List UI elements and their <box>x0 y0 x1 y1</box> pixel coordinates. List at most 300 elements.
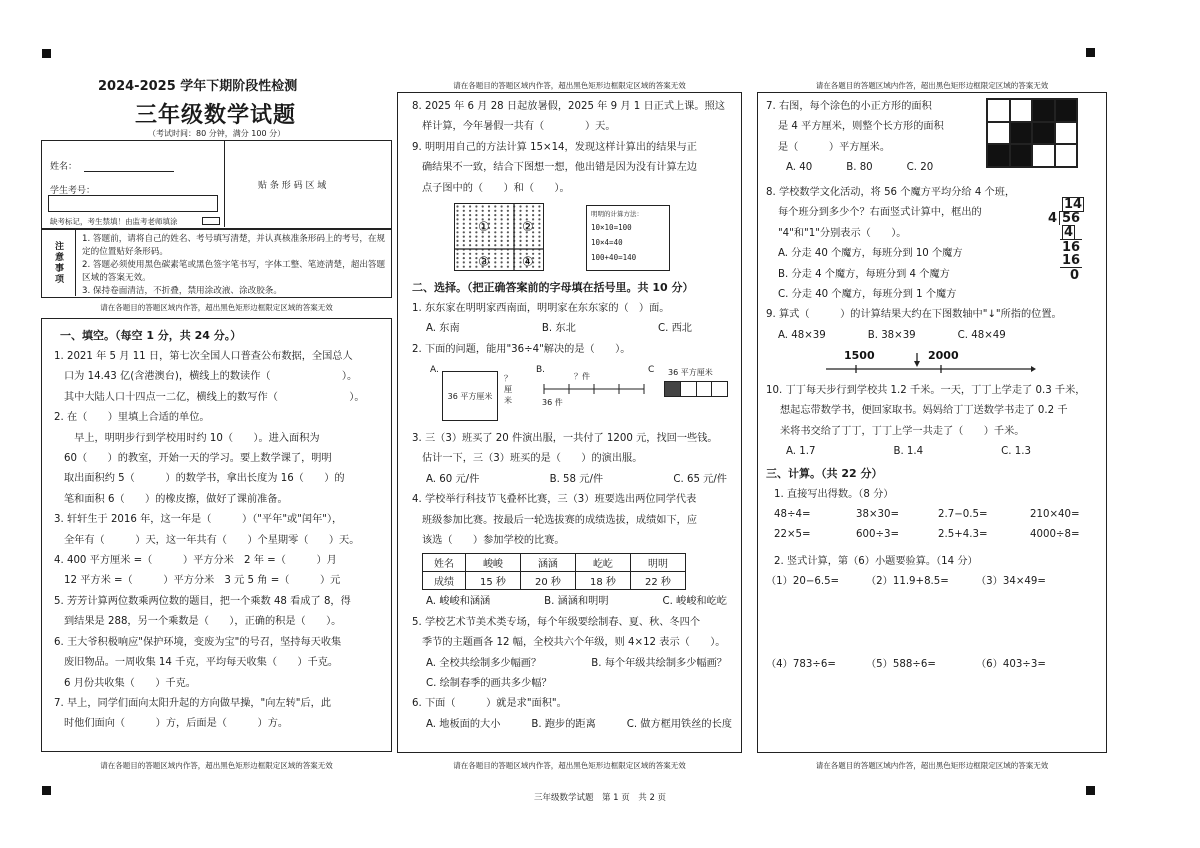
grid-dot <box>469 227 471 229</box>
dot-grid-figure <box>454 203 544 271</box>
grid-dot <box>456 205 458 207</box>
grid-dot <box>501 210 503 212</box>
grid-dot <box>469 261 471 263</box>
grid-dot <box>475 236 477 238</box>
grid-dot <box>519 236 521 238</box>
grid-dot <box>532 240 534 242</box>
score-table <box>422 553 686 590</box>
grid-dot <box>494 214 496 216</box>
question-line: 到结果是 288，另一个乘数是（ ），正确的积是（ ）。 <box>64 616 342 628</box>
area-square <box>442 371 498 421</box>
question-line: 取出面积约 5（ ）的数学书，拿出长度为 16（ ）的 <box>64 473 345 485</box>
corner-mark <box>42 49 51 58</box>
grid-dot <box>507 227 509 229</box>
question-line: "4"和"1"分别表示（ ）。 <box>778 227 907 239</box>
notes-label-text: 注意事项 <box>53 241 63 285</box>
question-line: 全年有（ ）天，这一年共有（ ）个星期零（ ）天。 <box>64 534 360 546</box>
partial-product-2: 16 <box>1062 253 1081 268</box>
grid-dot <box>538 261 540 263</box>
option-c[interactable]: C. 绘制春季的画共多少幅？ <box>426 678 552 690</box>
option-c[interactable]: C. 20 <box>906 162 934 174</box>
grid-dot <box>482 244 484 246</box>
axis-label-2000: 2000 <box>928 349 959 362</box>
answer-area-notice: 请在各题目的答题区域内作答，超出黑色矩形边框限定区域的答案无效 <box>815 81 1049 90</box>
grid-dot <box>463 266 465 268</box>
grid-dot <box>494 257 496 259</box>
grid-dot <box>519 244 521 246</box>
grid-dot <box>538 227 540 229</box>
question-line: 估计一下，三（3）班买的是（ ）的演出服。 <box>422 453 643 465</box>
option-b[interactable]: B. 80 <box>846 162 873 174</box>
grid-dot <box>488 205 490 207</box>
exam-title: 三年级数学试题 <box>135 103 297 128</box>
option-c-letter: C <box>648 365 655 375</box>
grid-dot <box>494 223 496 225</box>
barcode-area: 贴 条 形 码 区 域 <box>258 181 327 191</box>
column-3-box <box>757 92 1107 753</box>
grid-dot <box>488 210 490 212</box>
grid-dot <box>456 214 458 216</box>
grid-dot <box>463 253 465 255</box>
grid-dot <box>501 214 503 216</box>
question-line: 3. 三（3）班买了 20 件演出服，一共付了 1200 元，找回一些钱。 <box>412 433 718 444</box>
answer-area-notice: 请在各题目的答题区域内作答，超出黑色矩形边框限定区域的答案无效 <box>100 761 333 770</box>
option-c[interactable]: C. 峻峻和屹屹 <box>662 596 727 608</box>
grid-dot <box>501 236 503 238</box>
column-2-box <box>397 92 742 753</box>
grid-dot <box>507 261 509 263</box>
option-b[interactable]: B. 1.4 <box>893 446 924 458</box>
calc-item: 22×5= <box>774 529 811 541</box>
notes-label <box>42 230 76 296</box>
grid-dot <box>519 205 521 207</box>
number-line <box>816 347 1036 377</box>
area-label: 36 平方厘米 <box>447 391 493 401</box>
q2-option-a[interactable] <box>430 365 540 423</box>
grid-dot <box>456 261 458 263</box>
question-line: 8. 2025 年 6 月 28 日起放暑假，2025 年 9 月 1 日正式上课。照这 <box>412 101 725 112</box>
grid-dot <box>538 253 540 255</box>
grid-dot <box>526 205 528 207</box>
grid-dot <box>494 253 496 255</box>
option-b[interactable]: B. 38×39 <box>867 329 916 341</box>
q2-option-c[interactable] <box>648 365 738 415</box>
table-cell: 涵涵 <box>520 554 575 572</box>
region-label-4: ④ <box>522 255 534 270</box>
absent-label: 缺考标记，考生禁填！由监考老师填涂 <box>50 217 178 226</box>
grid-dot <box>538 218 540 220</box>
grid-dot <box>519 214 521 216</box>
question-line: 季节的主题画各 12 幅，全校共六个年级，则 4×12 表示（ ）。 <box>422 637 726 649</box>
grid-dot <box>507 240 509 242</box>
fill-in-section <box>41 318 392 752</box>
option-a[interactable]: A. 峻峻和涵涵 <box>426 596 491 608</box>
question-line: 60（ ）的教室，开始一天的学习。要上数学课了，明明 <box>64 453 332 465</box>
grid-dot <box>469 210 471 212</box>
question-line: 6. 下面（ ）就是求"面积"。 <box>412 698 567 710</box>
section-title-calc: 三、计算。（共 22 分） <box>766 466 883 480</box>
grid-dot <box>475 244 477 246</box>
student-info-box <box>41 140 392 229</box>
table-cell: 姓名 <box>423 554 466 572</box>
grid-dot <box>507 214 509 216</box>
question-line: 每个班分到多少个？右面竖式计算中，框出的 <box>778 207 982 219</box>
grid-dot <box>507 236 509 238</box>
question-line: 5. 学校艺术节美术类专场，每个年级要绘制春、夏、秋、冬四个 <box>412 616 701 628</box>
answer-area-notice: 请在各题目的答题区域内作答，超出黑色矩形边框限定区域的答案无效 <box>815 761 1049 770</box>
grid-dot <box>463 244 465 246</box>
calc-item: 4000÷8= <box>1030 529 1080 541</box>
grid-dot <box>469 205 471 207</box>
option-b[interactable]: B. 58 元/件 <box>549 473 604 485</box>
grid-dot <box>501 244 503 246</box>
grid-dot <box>494 240 496 242</box>
grid-dot <box>469 253 471 255</box>
exam-period: 2024-2025 学年下期阶段性检测 <box>98 79 298 94</box>
grid-dot <box>463 227 465 229</box>
grid-dot <box>488 244 490 246</box>
remainder-final: 0 <box>1070 268 1080 283</box>
quotient: 14 <box>1064 197 1083 212</box>
calc-item: 2.7−0.5= <box>938 509 988 521</box>
question-line: 是 4 平方厘米，则整个长方形的面积 <box>778 121 944 133</box>
question-line: 10. 丁丁每天步行到学校共 1.2 千米。一天，丁丁上学走了 0.3 千米， <box>766 385 1086 396</box>
answer-area-notice: 请在各题目的答题区域内作答，超出黑色矩形边框限定区域的答案无效 <box>100 303 333 312</box>
option-a[interactable]: A. 地板面的大小 <box>426 718 501 730</box>
grid-dot <box>526 244 528 246</box>
vertical-calc-item: （6）403÷3= <box>976 659 1046 670</box>
grid-dot <box>456 231 458 233</box>
grid-dot <box>501 205 503 207</box>
table-cell: 22 秒 <box>630 572 685 590</box>
student-id-label: 学生考号： <box>50 186 96 196</box>
answer-area-notice: 请在各题目的答题区域内作答，超出黑色矩形边框限定区域的答案无效 <box>453 761 686 770</box>
grid-dot <box>538 231 540 233</box>
grid-dot <box>482 236 484 238</box>
grid-dot <box>469 236 471 238</box>
vertical-calc-item: （3）34×49= <box>976 576 1046 588</box>
grid-dot <box>501 257 503 259</box>
option-a[interactable]: A. 全校共绘制多少幅画？ <box>426 657 542 669</box>
question-line: 7. 右图，每个涂色的小正方形的面积 <box>766 101 932 112</box>
question-line: 时他们面向（ ）方，后面是（ ）方。 <box>64 718 289 730</box>
option-a[interactable]: A. 60 元/件 <box>426 473 480 485</box>
grid-dot <box>538 214 540 216</box>
grid-dot <box>494 236 496 238</box>
section-title-fill: 一、填空。（每空 1 分，共 24 分。） <box>60 329 242 342</box>
question-line: 5. 芳芳计算两位数乘两位数的题目，把一个乘数 48 看成了 8，得 <box>54 595 351 607</box>
question-line: 其中大陆人口十四点一二亿，横线上的数写作（ ）。 <box>64 391 365 403</box>
grid-dot <box>494 227 496 229</box>
question-line: 6 月份共收集（ ）千克。 <box>64 677 196 689</box>
grid-dot <box>501 223 503 225</box>
grid-dot <box>488 214 490 216</box>
grid-dot <box>463 240 465 242</box>
grid-dot <box>526 210 528 212</box>
grid-dot <box>501 218 503 220</box>
page-footer: 三年级数学试题 第 1 页 共 2 页 <box>533 793 667 803</box>
grid-dot <box>456 223 458 225</box>
table-cell: 20 秒 <box>520 572 575 590</box>
grid-dot <box>519 210 521 212</box>
option-b[interactable]: B. 东北 <box>541 323 576 335</box>
grid-dot <box>482 210 484 212</box>
grid-dot <box>494 244 496 246</box>
name-label: 姓名： <box>50 162 78 172</box>
segment-bottom-label: 36 件 <box>542 398 563 407</box>
grid-dot <box>507 231 509 233</box>
option-b[interactable]: B. 分走 4 个魔方，每班分到 4 个魔方 <box>778 268 950 280</box>
grid-dot <box>463 205 465 207</box>
option-b[interactable]: B. 涵涵和明明 <box>544 596 609 608</box>
grid-dot <box>494 205 496 207</box>
question-line: 9. 算式（ ）的计算结果大约在下图数轴中"↓"所指的位置。 <box>766 309 1062 321</box>
table-row <box>423 572 686 590</box>
name-line[interactable] <box>84 171 174 172</box>
option-c[interactable]: C. 分走 40 个魔方，每班分到 1 个魔方 <box>778 289 957 301</box>
grid-dot <box>538 210 540 212</box>
question-line: 3. 轩轩生于 2016 年，这一年是（ ）（"平年"或"闰年"）， <box>54 514 343 526</box>
grid-dot <box>494 210 496 212</box>
grid-dot <box>501 266 503 268</box>
table-row <box>423 554 686 572</box>
grid-dot <box>494 266 496 268</box>
long-division <box>1048 197 1092 283</box>
question-line: 1. 东东家在明明家西南面，明明家在东东家的（ ）面。 <box>412 303 670 314</box>
question-line: 1. 2021 年 5 月 11 日，第七次全国人口普查公布数据，全国总人 <box>54 351 353 362</box>
grid-dot <box>456 266 458 268</box>
grid-dot <box>469 223 471 225</box>
grid-dot <box>456 257 458 259</box>
grid-dot <box>532 205 534 207</box>
table-cell: 成绩 <box>423 572 466 590</box>
split-rectangle <box>664 381 728 397</box>
question-line: 废旧物品。一周收集 14 千克，平均每天收集（ ）千克。 <box>64 657 339 669</box>
vertical-calc-item: （1）20−6.5= <box>766 576 840 588</box>
grid-dot <box>501 240 503 242</box>
grid-dot <box>501 253 503 255</box>
question-line: 是（ ）平方厘米。 <box>778 141 891 153</box>
method-step: 10×4=40 <box>591 238 623 247</box>
grid-dot <box>532 236 534 238</box>
grid-dot <box>482 205 484 207</box>
question-line: 9. 明明用自己的方法计算 15×14，发现这样计算出的结果与正 <box>412 141 697 153</box>
question-line: 7. 早上，同学们面向太阳升起的方向做早操，"向左转"后，此 <box>54 697 332 709</box>
grid-dot <box>526 240 528 242</box>
calc-item: 38×30= <box>856 509 899 521</box>
grid-dot <box>456 240 458 242</box>
option-c[interactable]: C. 西北 <box>658 323 692 335</box>
rect-top-label: 36 平方厘米 <box>668 368 713 377</box>
grid-dot <box>463 257 465 259</box>
question-line: 2. 在（ ）里填上合适的单位。 <box>54 412 210 424</box>
grid-dot <box>507 218 509 220</box>
grid-dot <box>463 210 465 212</box>
vertical-calc-item: （2）11.9+8.5= <box>866 576 949 588</box>
table-cell: 峻峻 <box>465 554 520 572</box>
segment-top-label: ？件 <box>574 372 590 381</box>
method-paper <box>586 205 670 271</box>
segment-diagram <box>542 381 646 397</box>
note-item: 2. 答题必须使用黑色碳素笔或黑色签字笔书写，字体工整、笔迹清楚，超出答题区域的答案无效。 <box>82 260 386 283</box>
vertical-calc-item: （4）783÷6= <box>766 659 836 670</box>
grid-dot <box>469 240 471 242</box>
axis-label-1500: 1500 <box>844 349 875 362</box>
question-line: 8. 学校数学文化活动，将 56 个魔方平均分给 4 个班， <box>766 187 1016 198</box>
divisor: 4 <box>1048 211 1058 226</box>
note-item: 1. 答题前，请将自己的姓名、考号填写清楚，并认真核准条形码上的考号，在规定的位置贴好条形码。 <box>82 234 386 257</box>
remainder-1: 16 <box>1062 240 1081 255</box>
grid-dot <box>494 261 496 263</box>
vertical-calc-item: （5）588÷6= <box>866 659 936 670</box>
question-line: 班级参加比赛。按最后一轮选拔赛的成绩选拔，成绩如下，应 <box>422 514 698 526</box>
grid-dot <box>482 240 484 242</box>
grid-dot <box>475 214 477 216</box>
option-a[interactable]: A. 分走 40 个魔方，每班分到 10 个魔方 <box>778 248 963 260</box>
method-title: 明明的计算方法： <box>591 210 643 218</box>
section-title-choice: 二、选择。（把正确答案前的字母填在括号里。共 10 分） <box>412 281 694 294</box>
option-c[interactable]: C. 做方框用铁丝的长度 <box>626 718 732 730</box>
grid-dot <box>475 240 477 242</box>
grid-dot <box>538 266 540 268</box>
question-line: 确结果不一致，结合下图想一想，他出错是因为没有计算左边 <box>422 162 698 174</box>
grid-dot <box>482 214 484 216</box>
grid-dot <box>463 236 465 238</box>
notes-box <box>41 229 392 298</box>
grid-dot <box>507 257 509 259</box>
region-label-1: ① <box>478 220 490 235</box>
grid-dot <box>507 210 509 212</box>
method-step: 100+40=140 <box>591 253 637 262</box>
table-cell: 18 秒 <box>575 572 630 590</box>
grid-dot <box>456 236 458 238</box>
grid-dot <box>463 261 465 263</box>
corner-mark <box>1086 48 1095 57</box>
grid-dot <box>538 223 540 225</box>
grid-dot <box>501 227 503 229</box>
exam-meta: （考试时间：80 分钟，满分 100 分） <box>148 129 286 138</box>
question-line: 米将书交给了丁丁，丁丁上学一共走了（ ）千米。 <box>780 425 1025 437</box>
grid-dot <box>532 210 534 212</box>
grid-dot <box>463 231 465 233</box>
table-cell: 屹屹 <box>575 554 630 572</box>
option-c[interactable]: C. 65 元/件 <box>673 473 727 485</box>
grid-dot <box>532 214 534 216</box>
side-label: ？ 厘 米 <box>504 374 512 405</box>
grid-dot <box>456 218 458 220</box>
question-line: 样计算，今年暑假一共有（ ）天。 <box>422 121 616 133</box>
question-line: 口为 14.43 亿(含港澳台)，横线上的数读作（ ）。 <box>64 371 358 383</box>
question-line: 2. 下面的问题，能用"36÷4"解决的是（ ）。 <box>412 343 631 355</box>
barcode-divider <box>224 141 225 227</box>
grid-dot <box>469 244 471 246</box>
calc-item: 48÷4= <box>774 509 811 521</box>
question-line: 点子图中的（ ）和（ ）。 <box>422 182 570 194</box>
calc-item: 210×40= <box>1030 509 1080 521</box>
method-step: 10×10=100 <box>591 223 632 232</box>
grid-dot <box>469 266 471 268</box>
grid-dot <box>463 218 465 220</box>
grid-dot <box>456 210 458 212</box>
option-a[interactable]: A. 东南 <box>426 323 460 335</box>
subsection-title: 1. 直接写出得数。（8 分） <box>774 488 894 500</box>
option-a[interactable]: A. 40 <box>786 162 813 174</box>
region-label-2: ② <box>522 220 534 235</box>
table-cell: 明明 <box>630 554 685 572</box>
question-line: 早上，明明步行到学校用时约 10（ ）。进入面积为 <box>64 432 320 444</box>
grid-dot <box>532 244 534 246</box>
grid-dot <box>538 240 540 242</box>
question-line: 6. 王大爷积极响应"保护环境，变废为宝"的号召，坚持每天收集 <box>54 636 342 648</box>
grid-dot <box>501 261 503 263</box>
grid-dot <box>475 210 477 212</box>
grid-dot <box>456 253 458 255</box>
grid-dot <box>501 231 503 233</box>
grid-dot <box>494 231 496 233</box>
question-line: 笔和面积 6（ ）的橡皮擦，做好了课前准备。 <box>64 493 288 505</box>
grid-dot <box>507 253 509 255</box>
option-b-letter: B. <box>536 365 546 375</box>
grid-dot <box>463 223 465 225</box>
option-a-letter: A. <box>430 365 439 375</box>
region-label-3: ③ <box>478 255 490 270</box>
question-line: 想起忘带数学书，便回家取书。妈妈给丁丁送数学书走了 0.2 千 <box>780 405 1068 417</box>
grid-dot <box>494 218 496 220</box>
question-line: 4. 400 平方厘米 =（ ）平方分米 2 年 =（ ）月 <box>54 555 337 567</box>
calc-item: 2.5+4.3= <box>938 529 988 541</box>
grid-dot <box>469 257 471 259</box>
grid-dot <box>475 205 477 207</box>
grid-dot <box>526 236 528 238</box>
grid-dot <box>519 240 521 242</box>
answer-area-notice: 请在各题目的答题区域内作答，超出黑色矩形边框限定区域的答案无效 <box>453 81 686 90</box>
option-b[interactable]: B. 跑步的距离 <box>531 718 596 730</box>
option-b[interactable]: B. 每个年级共绘制多少幅画？ <box>591 657 727 669</box>
option-a[interactable]: A. 1.7 <box>786 446 816 458</box>
grid-dot <box>538 205 540 207</box>
question-line: 12 平方米 =（ ）平方分米 3 元 5 角 =（ ）元 <box>64 575 341 587</box>
grid-dot <box>507 205 509 207</box>
option-a[interactable]: A. 48×39 <box>778 329 826 341</box>
grid-dot <box>456 227 458 229</box>
grid-dot <box>469 218 471 220</box>
grid-dot <box>456 244 458 246</box>
grid-dot <box>469 214 471 216</box>
dividend: 56 <box>1062 211 1081 226</box>
note-item: 3. 保持卷面清洁，不折叠，禁用涂改液、涂改胶条。 <box>82 286 282 296</box>
table-cell: 15 秒 <box>465 572 520 590</box>
partial-product: 4 <box>1064 225 1074 240</box>
option-c[interactable]: C. 48×49 <box>957 329 1006 341</box>
question-line: 4. 学校举行科技节飞叠杯比赛，三（3）班要选出两位同学代表 <box>412 494 697 506</box>
grid-dot <box>538 244 540 246</box>
question-line: 该选（ ）参加学校的比赛。 <box>422 535 565 547</box>
subsection-title: 2. 竖式计算，第（6）小题要验算。（14 分） <box>774 555 978 567</box>
option-c[interactable]: C. 1.3 <box>1001 446 1031 458</box>
student-id-box[interactable] <box>48 195 218 212</box>
absent-checkbox[interactable] <box>202 217 220 225</box>
grid-dot <box>488 240 490 242</box>
grid-dot <box>507 244 509 246</box>
grid-dot <box>463 214 465 216</box>
q2-option-b[interactable] <box>536 365 646 415</box>
grid-dot <box>507 266 509 268</box>
grid-dot <box>488 236 490 238</box>
grid-dot <box>526 214 528 216</box>
grid-dot <box>507 223 509 225</box>
calc-item: 600÷3= <box>856 529 899 541</box>
grid-dot <box>538 257 540 259</box>
